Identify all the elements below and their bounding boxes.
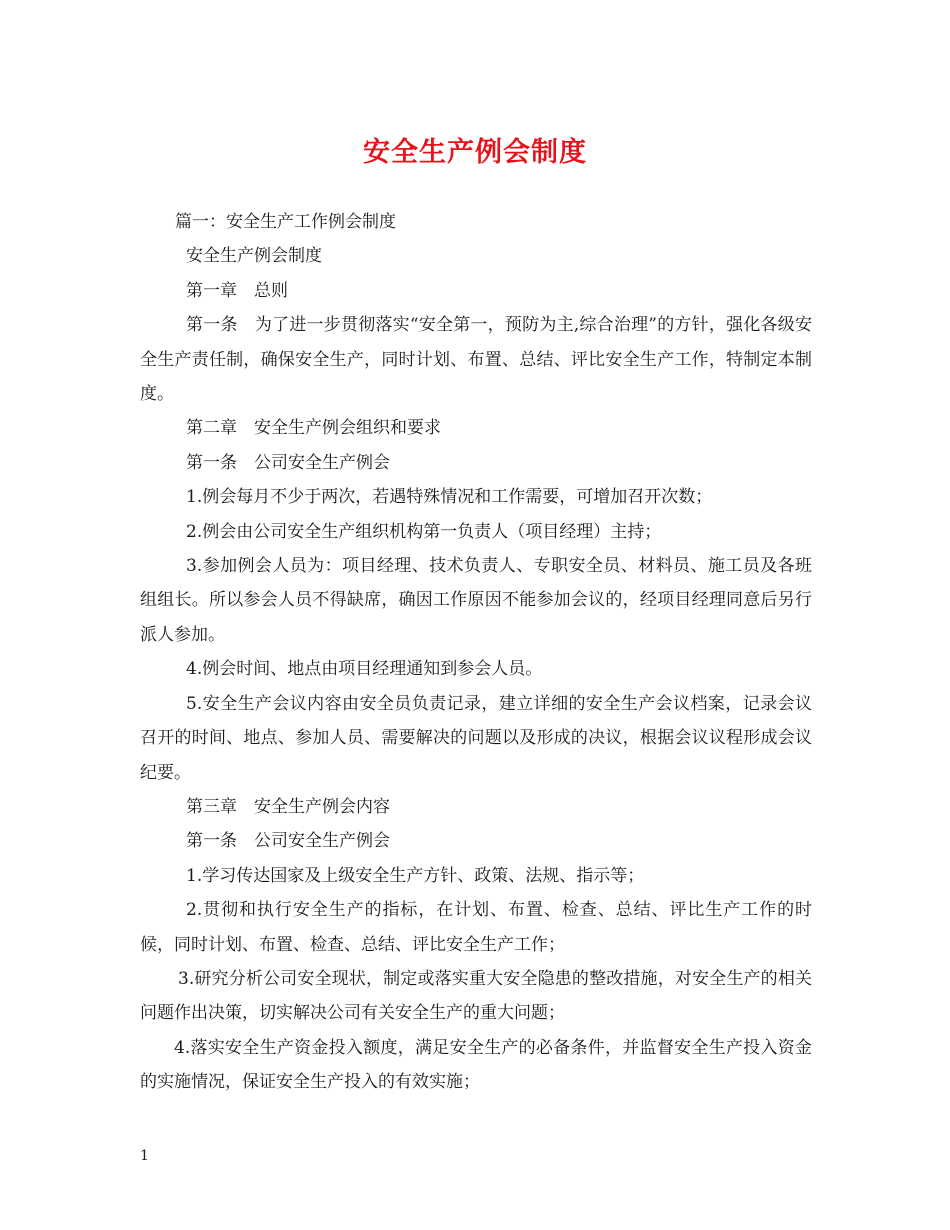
subtitle: 安全生产例会制度 — [186, 246, 322, 267]
list-item: 4.落实安全生产资金投入额度，满足安全生产的必备条件，并监督安全生产投入资金的实施情况，保证安全生产投入的有效实施； — [140, 1037, 812, 1093]
chapter-heading: 第二章 安全生产例会组织和要求 — [186, 418, 441, 439]
list-item: 4.例会时间、地点由项目经理通知到参会人员。 — [186, 659, 543, 680]
chapter-heading: 第一章 总则 — [186, 280, 288, 301]
page-number: 1 — [140, 1148, 149, 1164]
article-paragraph: 第一条 为了进一步贯彻落实“安全第一，预防为主,综合治理”的方针，强化各级安全生产责任制，确保安全生产，同时计划、布置、总结、评比安全生产工作，特制定本制度。 — [140, 315, 812, 405]
document-body — [140, 205, 812, 1100]
list-item: 1.例会每月不少于两次，若遇特殊情况和工作需要，可增加召开次数； — [186, 487, 713, 508]
document-title: 安全生产例会制度 — [363, 137, 587, 168]
section-heading: 篇一：安全生产工作例会制度 — [175, 212, 396, 232]
list-item: 3.研究分析公司安全现状，制定或落实重大安全隐患的整改措施，对安全生产的相关问题作出决策，切实解决公司有关安全生产的重大问题； — [140, 968, 812, 1024]
article-heading: 第一条 公司安全生产例会 — [186, 831, 390, 852]
list-item: 2.例会由公司安全生产组织机构第一负责人（项目经理）主持； — [186, 521, 662, 542]
list-item: 2.贯彻和执行安全生产的指标，在计划、布置、检查、总结、评比生产工作的时候，同时计划、布置、检查、总结、评比安全生产工作； — [140, 900, 812, 955]
list-item: 5.安全生产会议内容由安全员负责记录，建立详细的安全生产会议档案，记录会议召开的时间、地点、参加人员、需要解决的问题以及形成的决议，根据会议议程形成会议纪要。 — [140, 693, 812, 783]
chapter-heading: 第三章 安全生产例会内容 — [186, 796, 390, 817]
list-item: 1.学习传达国家及上级安全生产方针、政策、法规、指示等； — [186, 865, 645, 886]
article-heading: 第一条 公司安全生产例会 — [186, 452, 390, 473]
list-item: 3.参加例会人员为：项目经理、技术负责人、专职安全员、材料员、施工员及各班组组长。所以参会人员不得缺席，确因工作原因不能参加会议的，经项目经理同意后另行派人参加。 — [140, 556, 812, 645]
